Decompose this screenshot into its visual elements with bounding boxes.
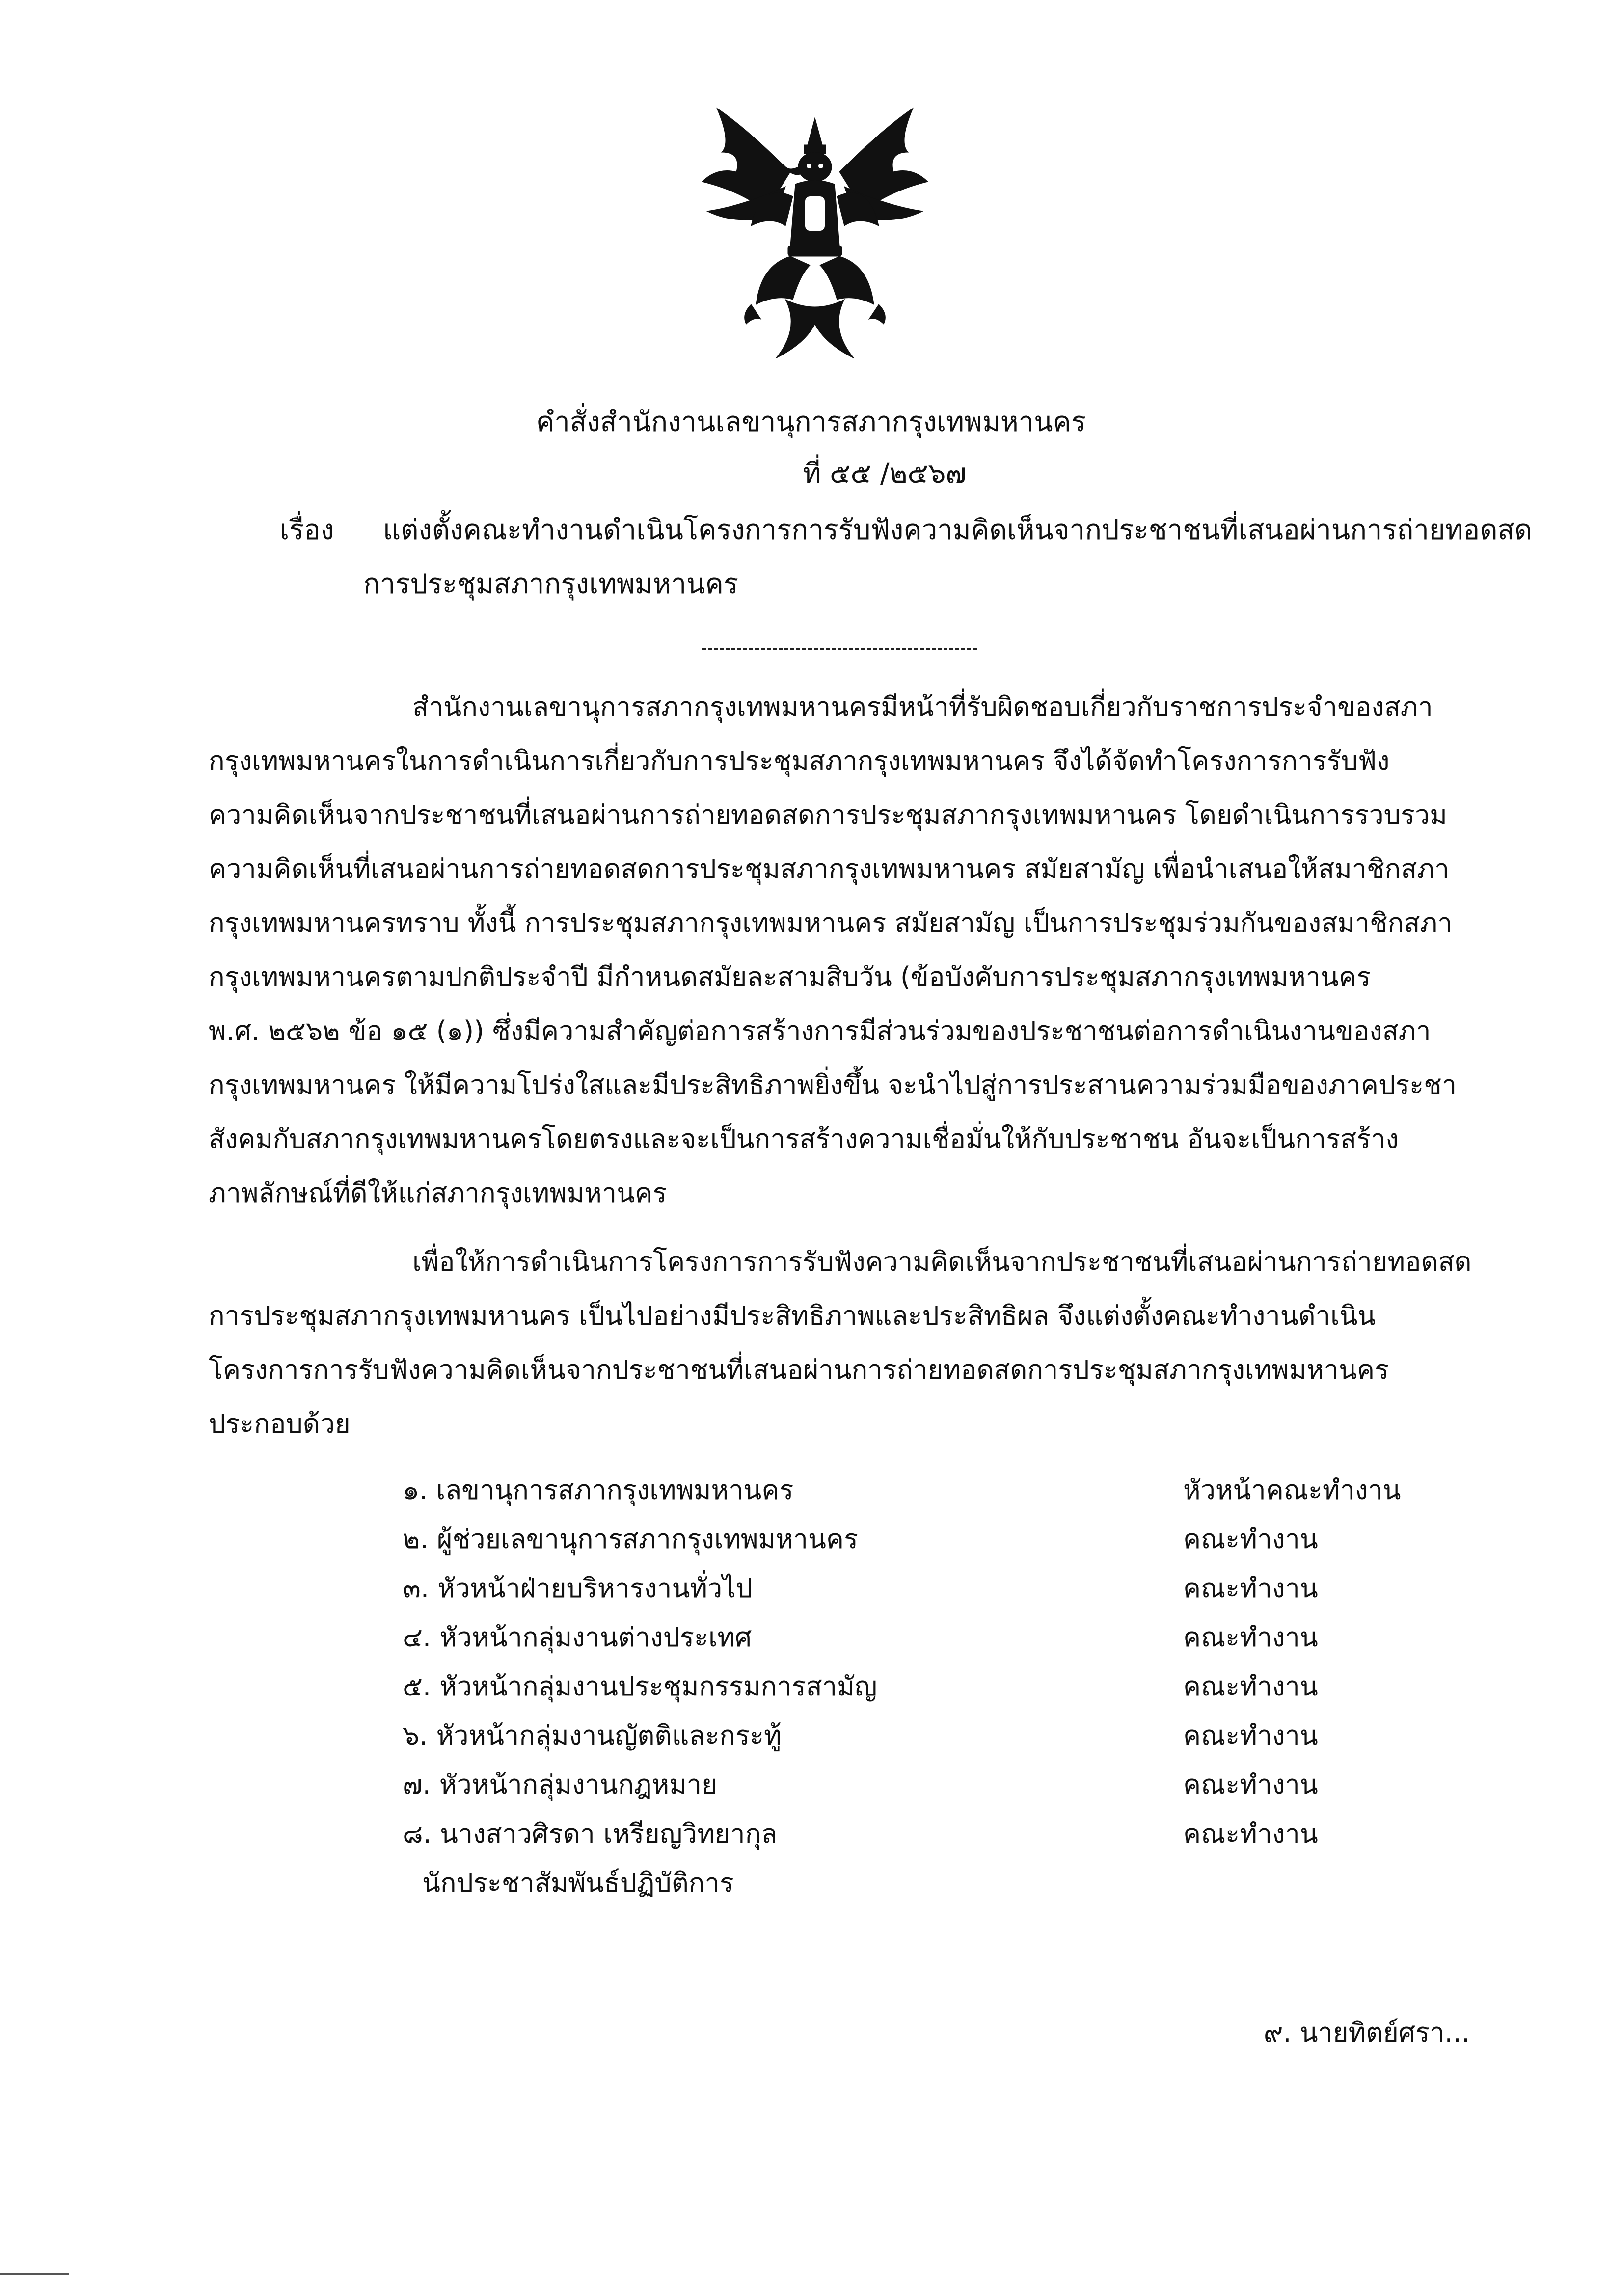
member-role: คณะทำงาน xyxy=(1183,1524,1318,1555)
member-name: ๖. หัวหน้ากลุ่มงานญัตติและกระทู้ xyxy=(403,1720,782,1751)
member-name: ๗. หัวหน้ากลุ่มงานกฎหมาย xyxy=(403,1769,717,1800)
member-position: นักประชาสัมพันธ์ปฏิบัติการ xyxy=(422,1867,734,1898)
paragraph-line: กรุงเทพมหานครในการดำเนินการเกี่ยวกับการประชุมสภากรุงเทพมหานคร จึงได้จัดทำโครงการการรับฟัง xyxy=(209,745,1390,776)
paragraph-line: ความคิดเห็นจากประชาชนที่เสนอผ่านการถ่ายทอดสดการประชุมสภากรุงเทพมหานคร โดยดำเนินการรวบรวม xyxy=(209,799,1447,830)
paragraph-line: สำนักงานเลขานุการสภากรุงเทพมหานครมีหน้าที่รับผิดชอบเกี่ยวกับราชการประจำของสภา xyxy=(412,691,1433,722)
member-name: ๔. หัวหน้ากลุ่มงานต่างประเทศ xyxy=(403,1622,752,1653)
order-issuer: คำสั่งสำนักงานเลขานุการสภากรุงเทพมหานคร xyxy=(536,406,1086,438)
subject-line-1: แต่งตั้งคณะทำงานดำเนินโครงการการรับฟังความคิดเห็นจากประชาชนที่เสนอผ่านการถ่ายทอดสด xyxy=(383,514,1533,546)
subject-label: เรื่อง xyxy=(280,514,334,546)
member-name: ๕. หัวหน้ากลุ่มงานประชุมกรรมการสามัญ xyxy=(403,1671,877,1702)
garuda-emblem-icon xyxy=(687,98,943,373)
paragraph-line: โครงการการรับฟังความคิดเห็นจากประชาชนที่เสนอผ่านการถ่ายทอดสดการประชุมสภากรุงเทพมหานคร xyxy=(209,1354,1389,1385)
member-role: คณะทำงาน xyxy=(1183,1671,1318,1702)
member-name: ๒. ผู้ช่วยเลขานุการสภากรุงเทพมหานคร xyxy=(403,1524,859,1555)
member-role: คณะทำงาน xyxy=(1183,1818,1318,1849)
header-divider xyxy=(702,648,977,650)
paragraph-line: เพื่อให้การดำเนินการโครงการการรับฟังความคิดเห็นจากประชาชนที่เสนอผ่านการถ่ายทอดสด xyxy=(412,1246,1472,1277)
member-name: ๓. หัวหน้าฝ่ายบริหารงานทั่วไป xyxy=(403,1573,753,1604)
paragraph-line: กรุงเทพมหานครตามปกติประจำปี มีกำหนดสมัยละสามสิบวัน (ข้อบังคับการประชุมสภากรุงเทพมหานคร xyxy=(209,961,1371,992)
scan-artifact xyxy=(0,2273,69,2275)
member-name: ๑. เลขานุการสภากรุงเทพมหานคร xyxy=(403,1475,794,1505)
paragraph-line: พ.ศ. ๒๕๖๒ ข้อ ๑๕ (๑)) ซึ่งมีความสำคัญต่อการสร้างการมีส่วนร่วมของประชาชนต่อการดำเนินงานของสภา xyxy=(209,1015,1431,1046)
paragraph-line: กรุงเทพมหานคร ให้มีความโปร่งใสและมีประสิทธิภาพยิ่งขึ้น จะนำไปสู่การประสานความร่วมมือของภาคประชา xyxy=(209,1069,1457,1100)
paragraph-line: การประชุมสภากรุงเทพมหานคร เป็นไปอย่างมีประสิทธิภาพและประสิทธิผล จึงแต่งตั้งคณะทำงานดำเนิน xyxy=(209,1300,1376,1331)
subject-line-2: การประชุมสภากรุงเทพมหานคร xyxy=(363,568,738,600)
member-role: คณะทำงาน xyxy=(1183,1573,1318,1604)
member-role: คณะทำงาน xyxy=(1183,1720,1318,1751)
member-role: คณะทำงาน xyxy=(1183,1622,1318,1653)
order-number: ที่ ๕๕ /๒๕๖๗ xyxy=(803,458,967,490)
paragraph-line: สังคมกับสภากรุงเทพมหานครโดยตรงและจะเป็นการสร้างความเชื่อมั่นให้กับประชาชน อันจะเป็นการสร้าง xyxy=(209,1123,1399,1154)
page-continuation: ๙. นายทิตย์ศรา... xyxy=(1263,2017,1470,2048)
paragraph-line: ประกอบด้วย xyxy=(209,1408,351,1439)
member-role: หัวหน้าคณะทำงาน xyxy=(1183,1475,1401,1505)
member-role: คณะทำงาน xyxy=(1183,1769,1318,1800)
paragraph-line: ภาพลักษณ์ที่ดีให้แก่สภากรุงเทพมหานคร xyxy=(209,1177,667,1208)
member-name: ๘. นางสาวศิรดา เหรียญวิทยากุล xyxy=(403,1818,778,1849)
paragraph-line: ความคิดเห็นที่เสนอผ่านการถ่ายทอดสดการประชุมสภากรุงเทพมหานคร สมัยสามัญ เพื่อนำเสนอให้สมาชิกสภา xyxy=(209,853,1450,884)
paragraph-line: กรุงเทพมหานครทราบ ทั้งนี้ การประชุมสภากรุงเทพมหานคร สมัยสามัญ เป็นการประชุมร่วมกันของสมาชิกสภา xyxy=(209,907,1453,938)
